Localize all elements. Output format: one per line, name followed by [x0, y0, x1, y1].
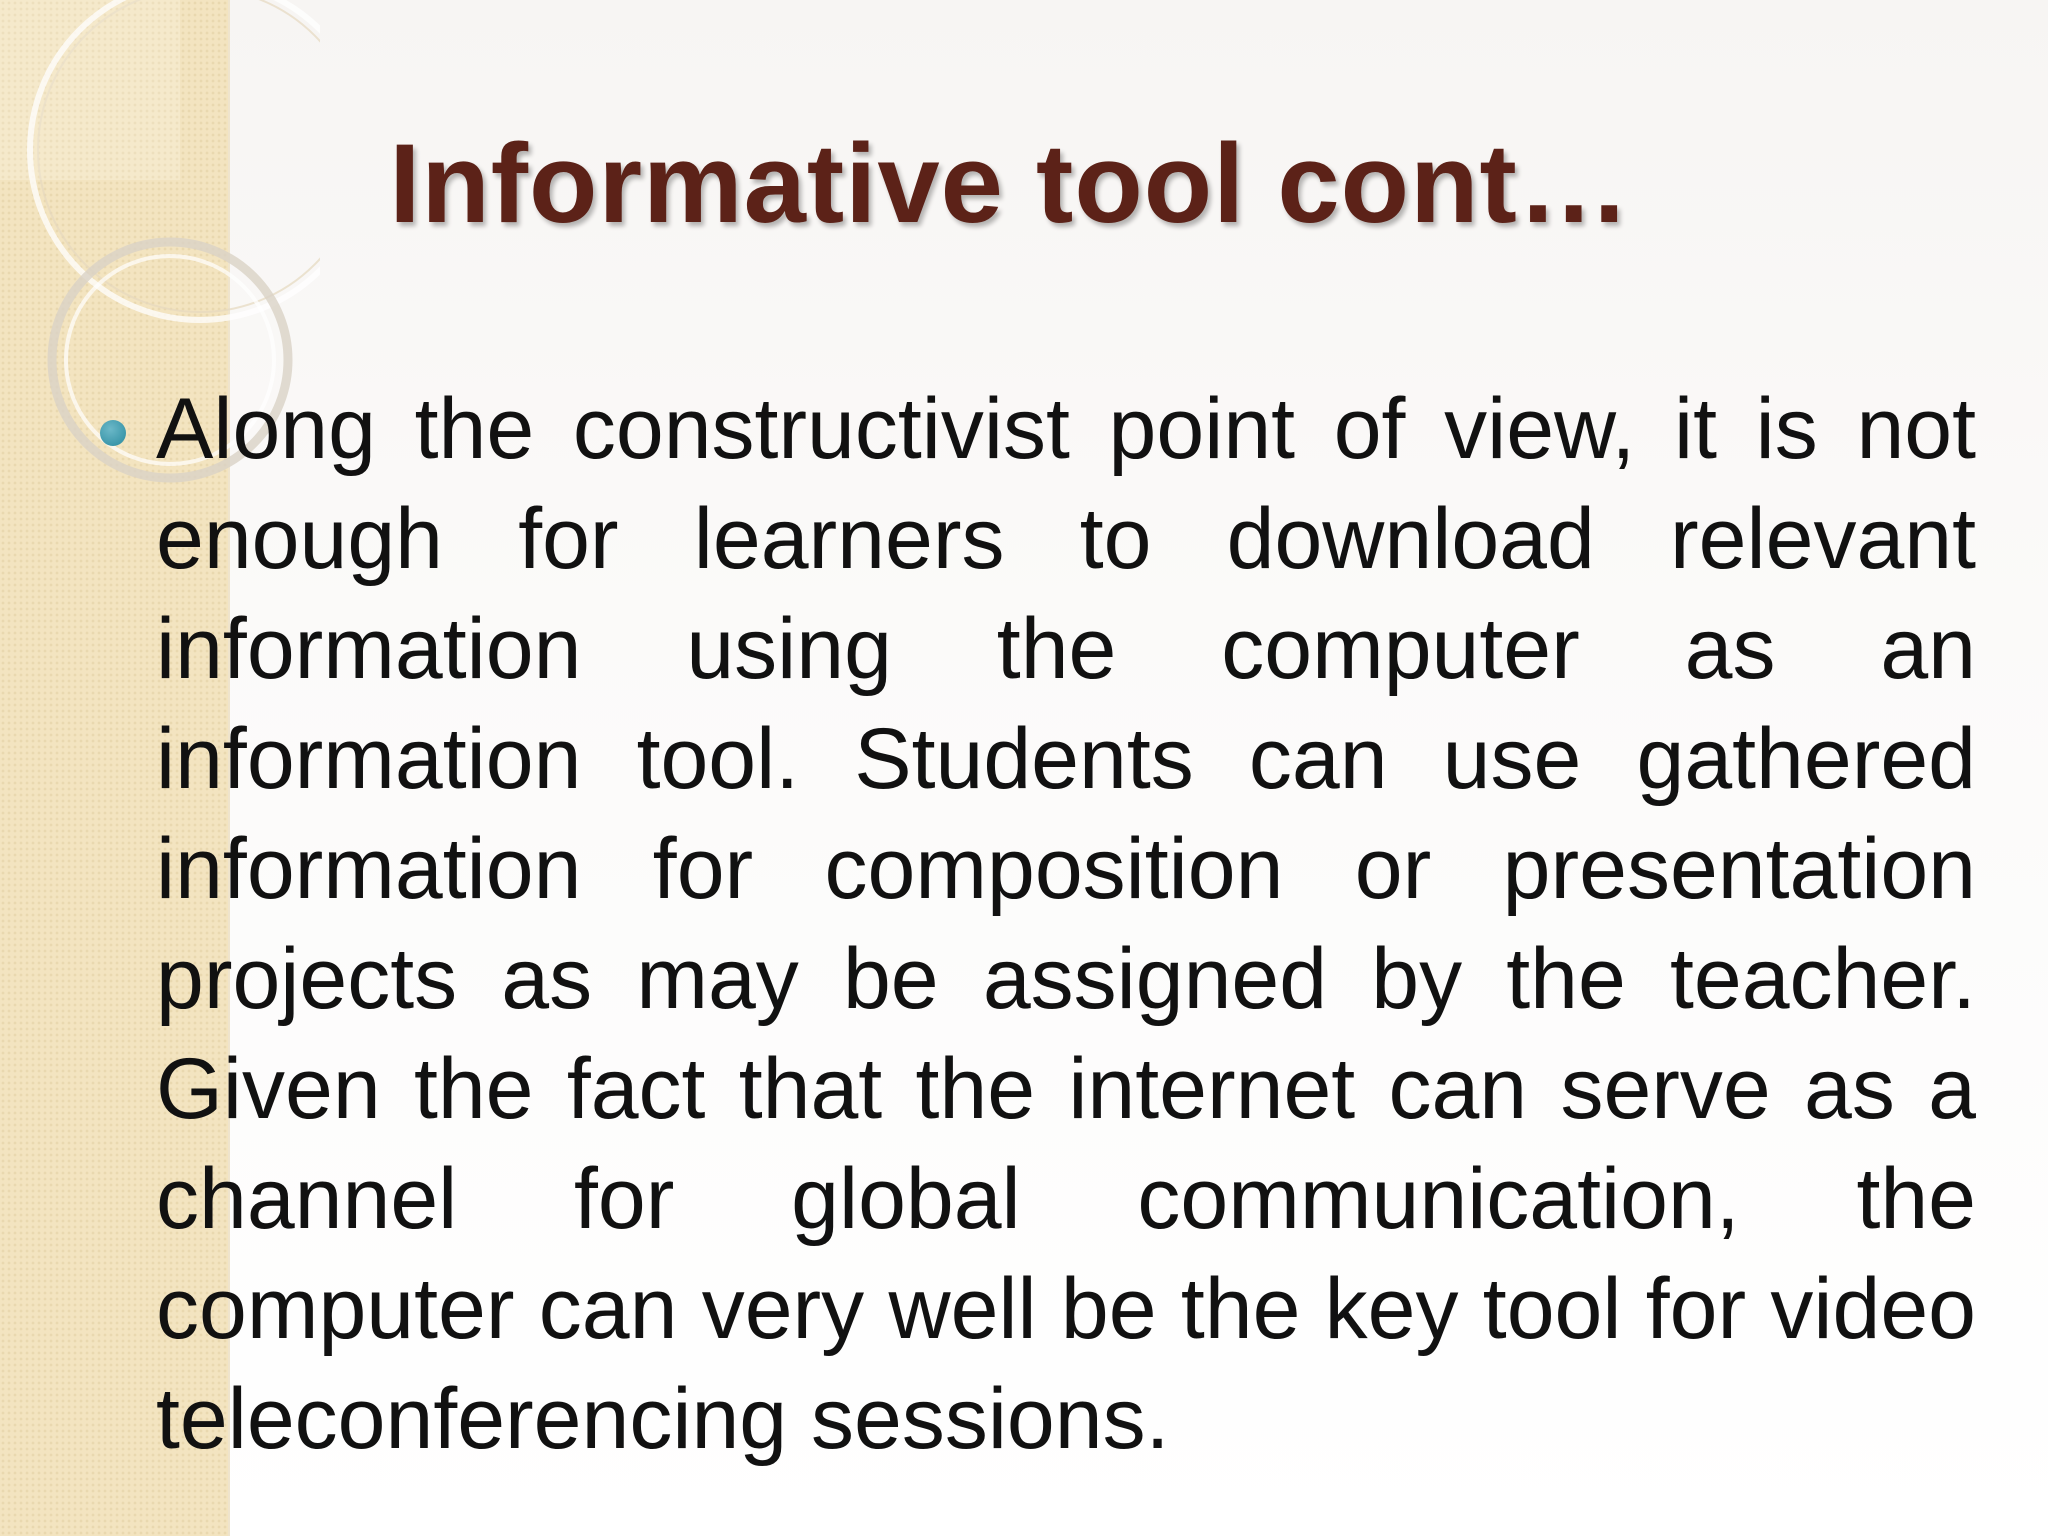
slide-title: Informative tool cont…: [389, 121, 1631, 246]
bullet-text: Along the constructivist point of view, it is not enough for learners to download relevant information using the computer as an information tool. Students can use gathered information for composition or presentation projects as may be assigned by the teacher. Given the fact that the internet can serve as a channel for global communication, the computer can very well be the key tool for video teleconferencing sessions.: [156, 381, 1976, 1467]
bullet-dot-icon: [100, 420, 126, 446]
